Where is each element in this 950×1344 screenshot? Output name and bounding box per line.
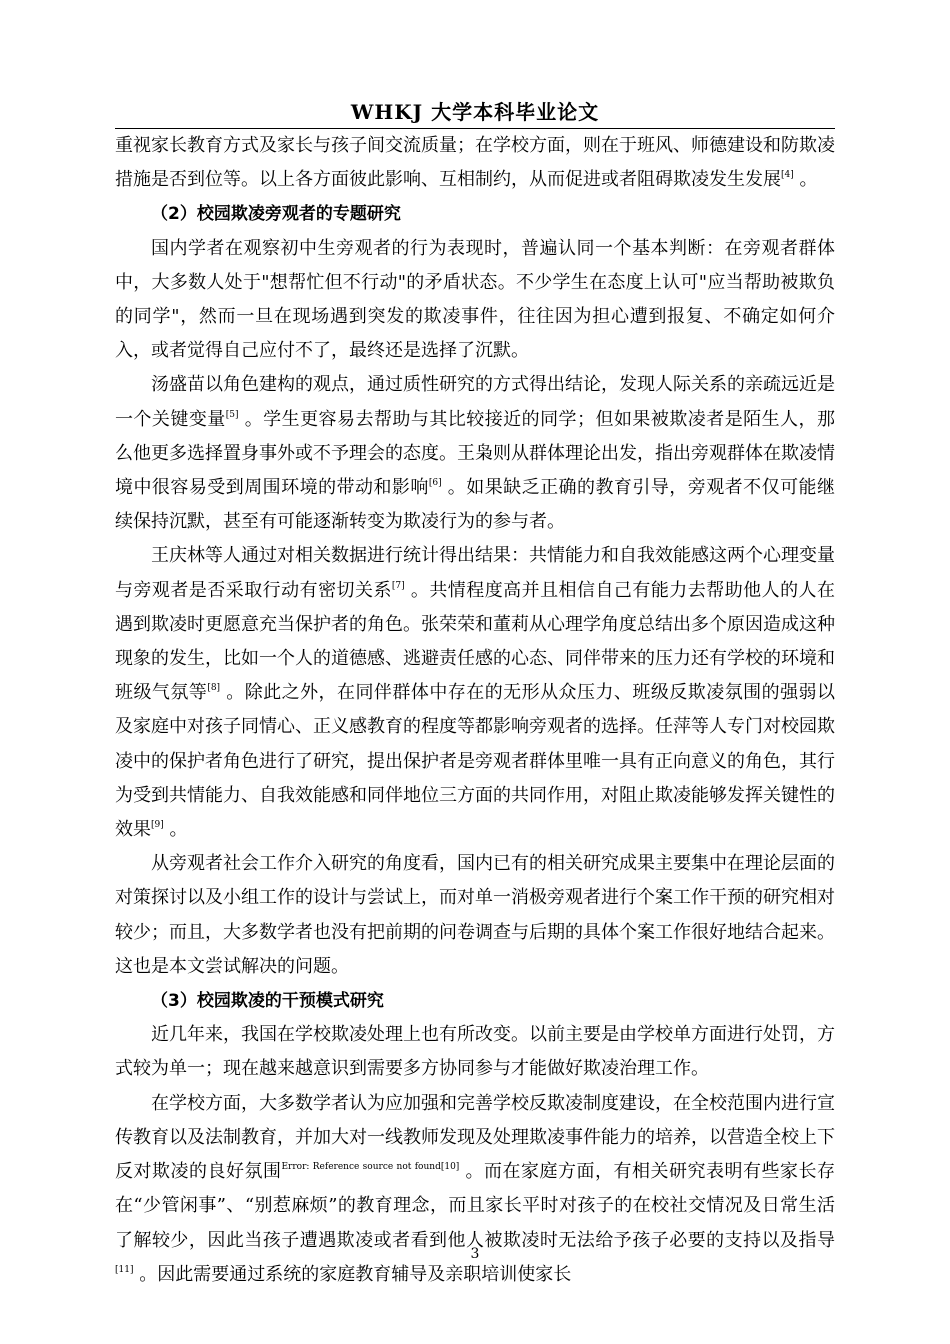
citation-ref: Error: Reference source not found[10] xyxy=(281,1162,460,1173)
paragraph xyxy=(115,368,835,539)
paragraph-text: 。除此之外，在同伴群体中存在的无形从众压力、班级反欺凌氛围的强弱以及家庭中对孩子同情心、正义感教育的程度等都影响旁观者的选择。任萍等人专门对校园欺凌中的保护者角色进行了研究，提出保护者是旁观者群体里唯一具有正向意义的角色，其行为受到共情能力、自我效能感和同伴地位三方面的共同作用，对阻止欺凌能够发挥关键性的效果 xyxy=(115,682,836,841)
paragraph-text: 。因此需要通过系统的家庭教育辅导及亲职培训使家长 xyxy=(133,1263,572,1285)
section-heading-bystander: （2）校园欺凌旁观者的专题研究 xyxy=(151,204,401,225)
citation-ref: [8] xyxy=(207,683,221,694)
paragraph-text: 在学校方面，大多数学者认为应加强和完善学校反欺凌制度建设，在全校范围内进行宣传教育以及法制教育，并加大对一线教师发现及处理欺凌事件能力的培养，以营造全校上下反对欺凌的良好氛围 xyxy=(115,1092,835,1183)
citation-ref: [11] xyxy=(115,1264,134,1275)
paragraph-text: 王庆林等人通过对相关数据进行统计得出结果：共情能力和自我效能感这两个心理变量与旁观者是否采取行动有密切关系 xyxy=(115,545,835,601)
paragraph-text: 国内学者在观察初中生旁观者的行为表现时，普遍认同一个基本判断：在旁观者群体中，大多数人处于"想帮忙但不行动"的矛盾状态。不少学生在态度上认可"应当帮助被欺负的同学"，然而一旦在现场遇到突发的欺凌事件，往往因为担心遭到报复、不确定如何介入，或者觉得自己应付不了，最终还是选择了沉默。 xyxy=(115,237,835,362)
section-heading-intervention: （3）校园欺凌的干预模式研究 xyxy=(151,991,384,1012)
paragraph-text: 。而在家庭方面，有相关研究表明有些家长存在“少管闲事”、“别惹麻烦”的教育理念，而且家长平时对孩子的在校社交情况及日常生活了解较少，因此当孩子遭遇欺凌或者看到他人被欺凌时无法给予孩子必要的支持以及指导 xyxy=(115,1161,835,1251)
paragraph-text: 汤盛苗以角色建构的观点，通过质性研究的方式得出结论，发现人际关系的亲疏远近是一个关键变量 xyxy=(115,374,835,430)
citation-ref: [6] xyxy=(428,478,442,489)
paragraph-continuation xyxy=(115,129,835,197)
paragraph-text: 。如果缺乏正确的教育引导，旁观者不仅可能继续保持沉默，甚至有可能逐渐转变为欺凌行为的参与者。 xyxy=(115,477,835,533)
paragraph-text: 。学生更容易去帮助与其比较接近的同学；但如果被欺凌者是陌生人，那么他更多选择置身事外或不予理会的态度。王枭则从群体理论出发，指出旁观群体在欺凌情境中很容易受到周围环境的带动和影响 xyxy=(115,408,836,499)
paragraph-text: 重视家长教育方式及家长与孩子间交流质量；在学校方面，则在于班风、师德建设和防欺凌措施是否到位等。以上各方面彼此影响、互相制约，从而促进或者阻碍欺凌发生发展 xyxy=(115,135,835,191)
paragraph xyxy=(115,232,835,369)
paragraph-text: 。共情程度高并且相信自己有能力去帮助他人的人在遇到欺凌时更愿意充当保护者的角色。张荣荣和董莉从心理学角度总结出多个原因造成这种现象的发生，比如一个人的道德感、逃避责任感的心态、同伴带来的压力还有学校的环境和班级气氛等 xyxy=(115,579,835,704)
paragraph xyxy=(115,847,835,984)
citation-ref: [7] xyxy=(391,580,405,591)
paragraph-text: 近几年来，我国在学校欺凌处理上也有所改变。以前主要是由学校单方面进行处罚，方式较为单一；现在越来越意识到需要多方协同参与才能做好欺凌治理工作。 xyxy=(115,1024,835,1080)
paragraph xyxy=(115,1018,835,1086)
citation-ref: [4] xyxy=(781,170,794,181)
body-text xyxy=(115,129,835,1292)
paragraph-text: 。 xyxy=(793,169,818,191)
paragraph-text: 。 xyxy=(163,819,188,841)
paragraph-text: 从旁观者社会工作介入研究的角度看，国内已有的相关研究成果主要集中在理论层面的对策探讨以及小组工作的设计与尝试上，而对单一消极旁观者进行个案工作干预的研究相对较少；而且，大多数学者也没有把前期的问卷调查与后期的具体个案工作很好地结合起来。这也是本文尝试解决的问题。 xyxy=(115,853,835,977)
citation-ref: [9] xyxy=(151,820,164,831)
citation-ref: [5] xyxy=(225,409,239,420)
paragraph xyxy=(115,539,835,847)
page-number: 3 xyxy=(470,1246,480,1262)
page-header-title: WHKJ 大学本科毕业论文 xyxy=(350,100,600,124)
